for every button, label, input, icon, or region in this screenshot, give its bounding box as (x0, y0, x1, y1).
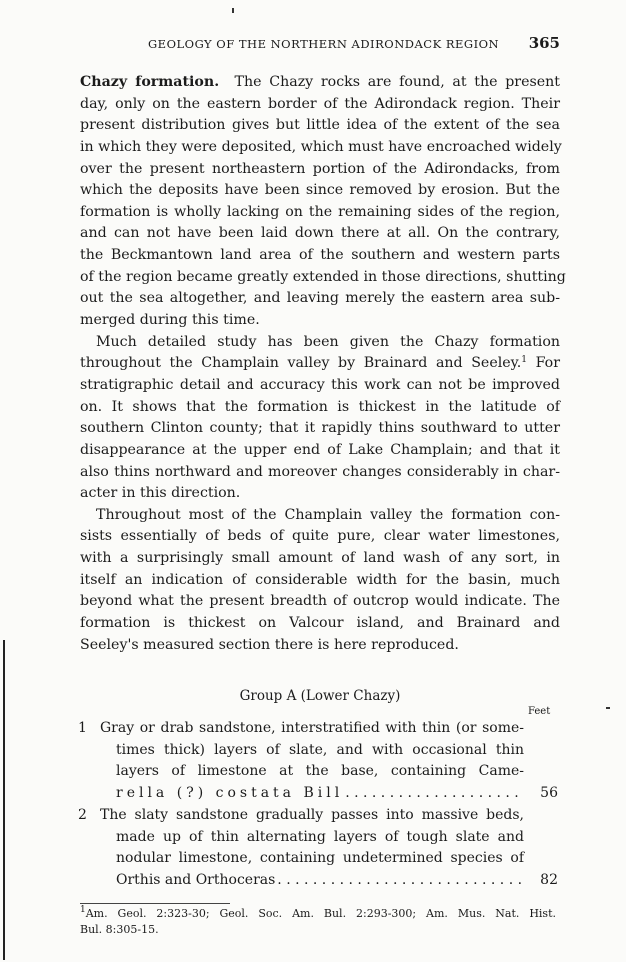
paragraph-line: southern Clinton county; that it rapidly thins southward to utter (80, 420, 560, 437)
paragraph-line: disappearance at the upper end of Lake Champlain; and that it (80, 441, 560, 458)
entry-line: times thick) layers of slate, and with occasional thin (116, 741, 524, 758)
entry-number: 1 (78, 720, 87, 736)
section-entry (78, 805, 560, 891)
paragraph-line: out the sea altogether, and leaving merely the eastern area sub- (80, 290, 560, 307)
body-text (80, 72, 566, 656)
entry-last-line (116, 870, 524, 892)
paragraph-line: day, only on the eastern border of the Adirondack region. Their (80, 95, 560, 112)
paragraph-line: of the region became greatly extended in those directions, shutting (80, 268, 566, 285)
entry-line: made up of thin alternating layers of tough slate and (116, 828, 524, 845)
paragraph-line: which the deposits have been since removed by erosion. But the (80, 182, 560, 199)
entry-last-line (116, 783, 524, 805)
margin-mark (606, 707, 610, 709)
thickness-value: 56 (540, 784, 558, 801)
section-heading: Chazy formation. (80, 74, 220, 90)
page-number: 365 (528, 34, 560, 52)
paragraph-line: the Beckmantown land area of the southern and western parts (80, 247, 560, 264)
leader-dots (345, 783, 522, 805)
paragraph-line: beyond what the present breadth of outcrop would indicate. The (80, 593, 560, 610)
entry-last-text: rella (?) costata Bill (116, 784, 344, 801)
entry-number: 2 (78, 807, 87, 823)
entry-line: Gray or drab sandstone, interstratified with thin (or some- (100, 720, 524, 736)
leader-dots (277, 870, 522, 892)
section-entry (78, 718, 560, 804)
footnote-marker: 1 (80, 905, 86, 915)
paragraph-line: Throughout most of the Champlain valley the formation con- (96, 506, 560, 523)
paragraph-line: on. It shows that the formation is thickest in the latitude of (80, 398, 560, 415)
paragraph-line: over the present northeastern portion of the Adirondacks, from (80, 160, 560, 177)
entry-line: layers of limestone at the base, containing Came- (116, 763, 524, 779)
paragraph-line: present distribution gives but little idea of the extent of the sea (80, 117, 560, 134)
running-header (80, 34, 562, 54)
paragraph-line: sists essentially of beds of quite pure, clear water limestones, (80, 528, 560, 545)
footnote-rule (80, 903, 230, 904)
running-title: GEOLOGY OF THE NORTHERN ADIRONDACK REGION (148, 37, 500, 51)
unit-column-label: Feet (528, 706, 551, 717)
paragraph-line: acter in this direction. (80, 485, 241, 502)
paragraph-line: stratigraphic detail and accuracy this work can not be improved (80, 376, 560, 393)
paragraph-line: also thins northward and moreover changes considerably in char- (80, 463, 560, 480)
entry-last-text: Orthis and Orthoceras (116, 871, 276, 888)
scan-mark (232, 8, 234, 13)
paragraph-line: with a surprisingly small amount of land wash of any sort, in (80, 550, 560, 567)
footnote-line: $^1$Am. Geol. 2:323-30; Geol. Soc. Am. Bul. 2:293-300; Am. Mus. Nat. Hist. (80, 905, 556, 920)
section-group-title: Group A (Lower Chazy) (239, 688, 401, 704)
paragraph-line: Seeley's measured section there is here reproduced. (80, 636, 459, 653)
paragraph-line: merged during this time. (80, 312, 260, 329)
binding-edge-rule (3, 640, 5, 960)
paragraph-line: throughout the Champlain valley by Brainard and Seeley.$^1$ For (80, 355, 560, 372)
paragraph-line: and can not have been laid down there at all. On the contrary, (80, 225, 560, 242)
thickness-value: 82 (540, 871, 558, 888)
footnote-reference: 1 (521, 355, 528, 366)
footnote-line: Bul. 8:305-15. (80, 923, 159, 936)
footnote (80, 906, 556, 938)
paragraph-line: Much detailed study has been given the Chazy formation (96, 333, 560, 350)
paragraph-line: Chazy formation. The Chazy rocks are found, at the present (80, 74, 560, 90)
entry-line: nodular limestone, containing undetermined species of (116, 850, 524, 866)
paragraph-line: formation is wholly lacking on the remaining sides of the region, (80, 203, 560, 220)
paragraph-line: in which they were deposited, which must have encroached widely (80, 138, 562, 155)
paragraph-line: itself an indication of considerable width for the basin, much (80, 571, 560, 588)
paragraph-line: formation is thickest on Valcour island, and Brainard and (80, 615, 560, 632)
entry-line: The slaty sandstone gradually passes into massive beds, (100, 807, 524, 823)
